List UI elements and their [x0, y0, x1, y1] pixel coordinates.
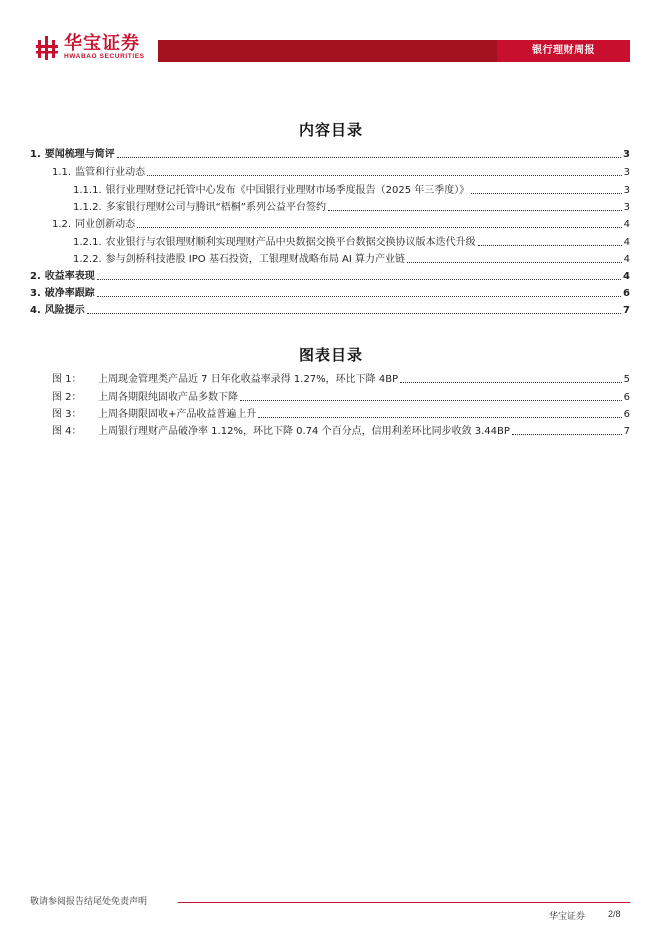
- toc-entry-number: 1.: [30, 149, 41, 160]
- toc-entry-page: 4: [623, 237, 630, 248]
- toc-leader-dots: [87, 313, 621, 314]
- toc-entry[interactable]: [73, 200, 630, 214]
- toc-entry[interactable]: [73, 183, 630, 197]
- toc-entry-title: 多家银行理财公司与腾讯“梧桐”系列公益平台签约: [105, 202, 326, 213]
- toc-entry-page: 3: [623, 185, 630, 196]
- toc-entry[interactable]: [30, 286, 630, 300]
- toc-entry-number: 1.1.: [52, 167, 72, 178]
- toc-leader-dots: [240, 400, 622, 401]
- toc-entry[interactable]: [30, 303, 630, 317]
- figure-entry[interactable]: [52, 390, 630, 404]
- toc-leader-dots: [407, 262, 622, 263]
- page-header: [0, 0, 662, 70]
- figure-entry-number: 图 2：: [52, 392, 82, 403]
- toc-entry-title: 要闻梳理与简评: [44, 149, 115, 160]
- toc-title: 内容目录: [298, 121, 363, 139]
- toc-entry-title: 破净率跟踪: [44, 288, 95, 299]
- footer-company-name: 华宝证券: [549, 912, 586, 922]
- figure-entry-title: 上周各期限纯固收产品多数下降: [98, 392, 238, 403]
- toc-entry-title: 风险提示: [44, 305, 85, 316]
- hwabao-logo-icon: [36, 36, 58, 60]
- toc-entry-page: 4: [623, 219, 630, 230]
- toc-leader-dots: [147, 175, 622, 176]
- toc-entry-number: 1.1.2.: [73, 202, 102, 213]
- footer-disclaimer: 敬请参阅报告结尾处免责声明: [30, 897, 148, 907]
- toc-entry-title: 收益率表现: [44, 271, 95, 282]
- figure-entry[interactable]: [52, 372, 630, 386]
- toc-entry-number: 4.: [30, 305, 41, 316]
- toc-leader-dots: [117, 157, 621, 158]
- toc-leader-dots: [328, 210, 622, 211]
- figure-entry[interactable]: [52, 407, 630, 421]
- toc-entry-page: 4: [623, 254, 630, 265]
- figure-entry-number: 图 3：: [52, 409, 82, 420]
- logo-english-name: HWABAO SECURITIES: [64, 53, 145, 60]
- toc-leader-dots: [400, 382, 622, 383]
- figure-entry-title: 上周各期限固收+产品收益普遍上升: [98, 409, 257, 420]
- figure-entry-page: 6: [623, 409, 630, 420]
- figure-entry-page: 5: [623, 374, 630, 385]
- logo-chinese-name: 华宝证券: [64, 33, 140, 54]
- toc-leader-dots: [258, 417, 621, 418]
- toc-entry-title: 农业银行与农银理财顺利实现理财产品中央数据交换平台数据交换协议版本迭代升级: [105, 237, 476, 248]
- figure-list-title: 图表目录: [298, 346, 363, 364]
- toc-entry-title: 银行业理财登记托管中心发布《中国银行业理财市场季度报告（2025 年三季度）》: [105, 185, 470, 196]
- toc-entry-page: 3: [623, 167, 630, 178]
- toc-leader-dots: [97, 279, 621, 280]
- toc-entry-page: 7: [623, 305, 630, 316]
- figure-entry-number: 图 1：: [52, 374, 82, 385]
- toc-entry[interactable]: [52, 217, 630, 231]
- toc-entry-page: 4: [623, 271, 630, 282]
- toc-leader-dots: [471, 193, 621, 194]
- footer-page-number: 2/8: [608, 909, 621, 919]
- toc-entry[interactable]: [30, 147, 630, 161]
- toc-entry[interactable]: [30, 269, 630, 283]
- figure-entry-page: 7: [623, 426, 630, 437]
- figure-entry[interactable]: [52, 424, 630, 438]
- toc-entry-number: 1.1.1.: [73, 185, 102, 196]
- toc-entry-number: 2.: [30, 271, 41, 282]
- toc-entry-title: 参与剑桥科技港股 IPO 基石投资，工银理财战略布局 AI 算力产业链: [105, 254, 405, 265]
- toc-entry-number: 1.2.2.: [73, 254, 102, 265]
- toc-entry[interactable]: [73, 235, 630, 249]
- toc-entry-number: 3.: [30, 288, 41, 299]
- toc-entry-title: 同业创新动态: [75, 219, 136, 230]
- toc-entry[interactable]: [73, 252, 630, 266]
- toc-entry-title: 监管和行业动态: [75, 167, 146, 178]
- toc-leader-dots: [512, 434, 622, 435]
- toc-entry-page: 3: [623, 149, 630, 160]
- figure-entry-title: 上周银行理财产品破净率 1.12%，环比下降 0.74 个百分点，信用利差环比同步收敛 3.44BP: [98, 426, 510, 437]
- company-logo: [30, 34, 155, 64]
- toc-entry-page: 3: [623, 202, 630, 213]
- toc-leader-dots: [478, 245, 622, 246]
- toc-entry-number: 1.2.: [52, 219, 72, 230]
- toc-leader-dots: [137, 227, 622, 228]
- toc-leader-dots: [97, 296, 621, 297]
- footer-divider: [178, 902, 630, 903]
- figure-entry-page: 6: [623, 392, 630, 403]
- report-type-label: 银行理财周报: [497, 40, 630, 62]
- toc-entry-number: 1.2.1.: [73, 237, 102, 248]
- figure-entry-title: 上周现金管理类产品近 7 日年化收益率录得 1.27%，环比下降 4BP: [98, 374, 399, 385]
- toc-entry-page: 6: [623, 288, 630, 299]
- toc-entry[interactable]: [52, 165, 630, 179]
- figure-entry-number: 图 4：: [52, 426, 82, 437]
